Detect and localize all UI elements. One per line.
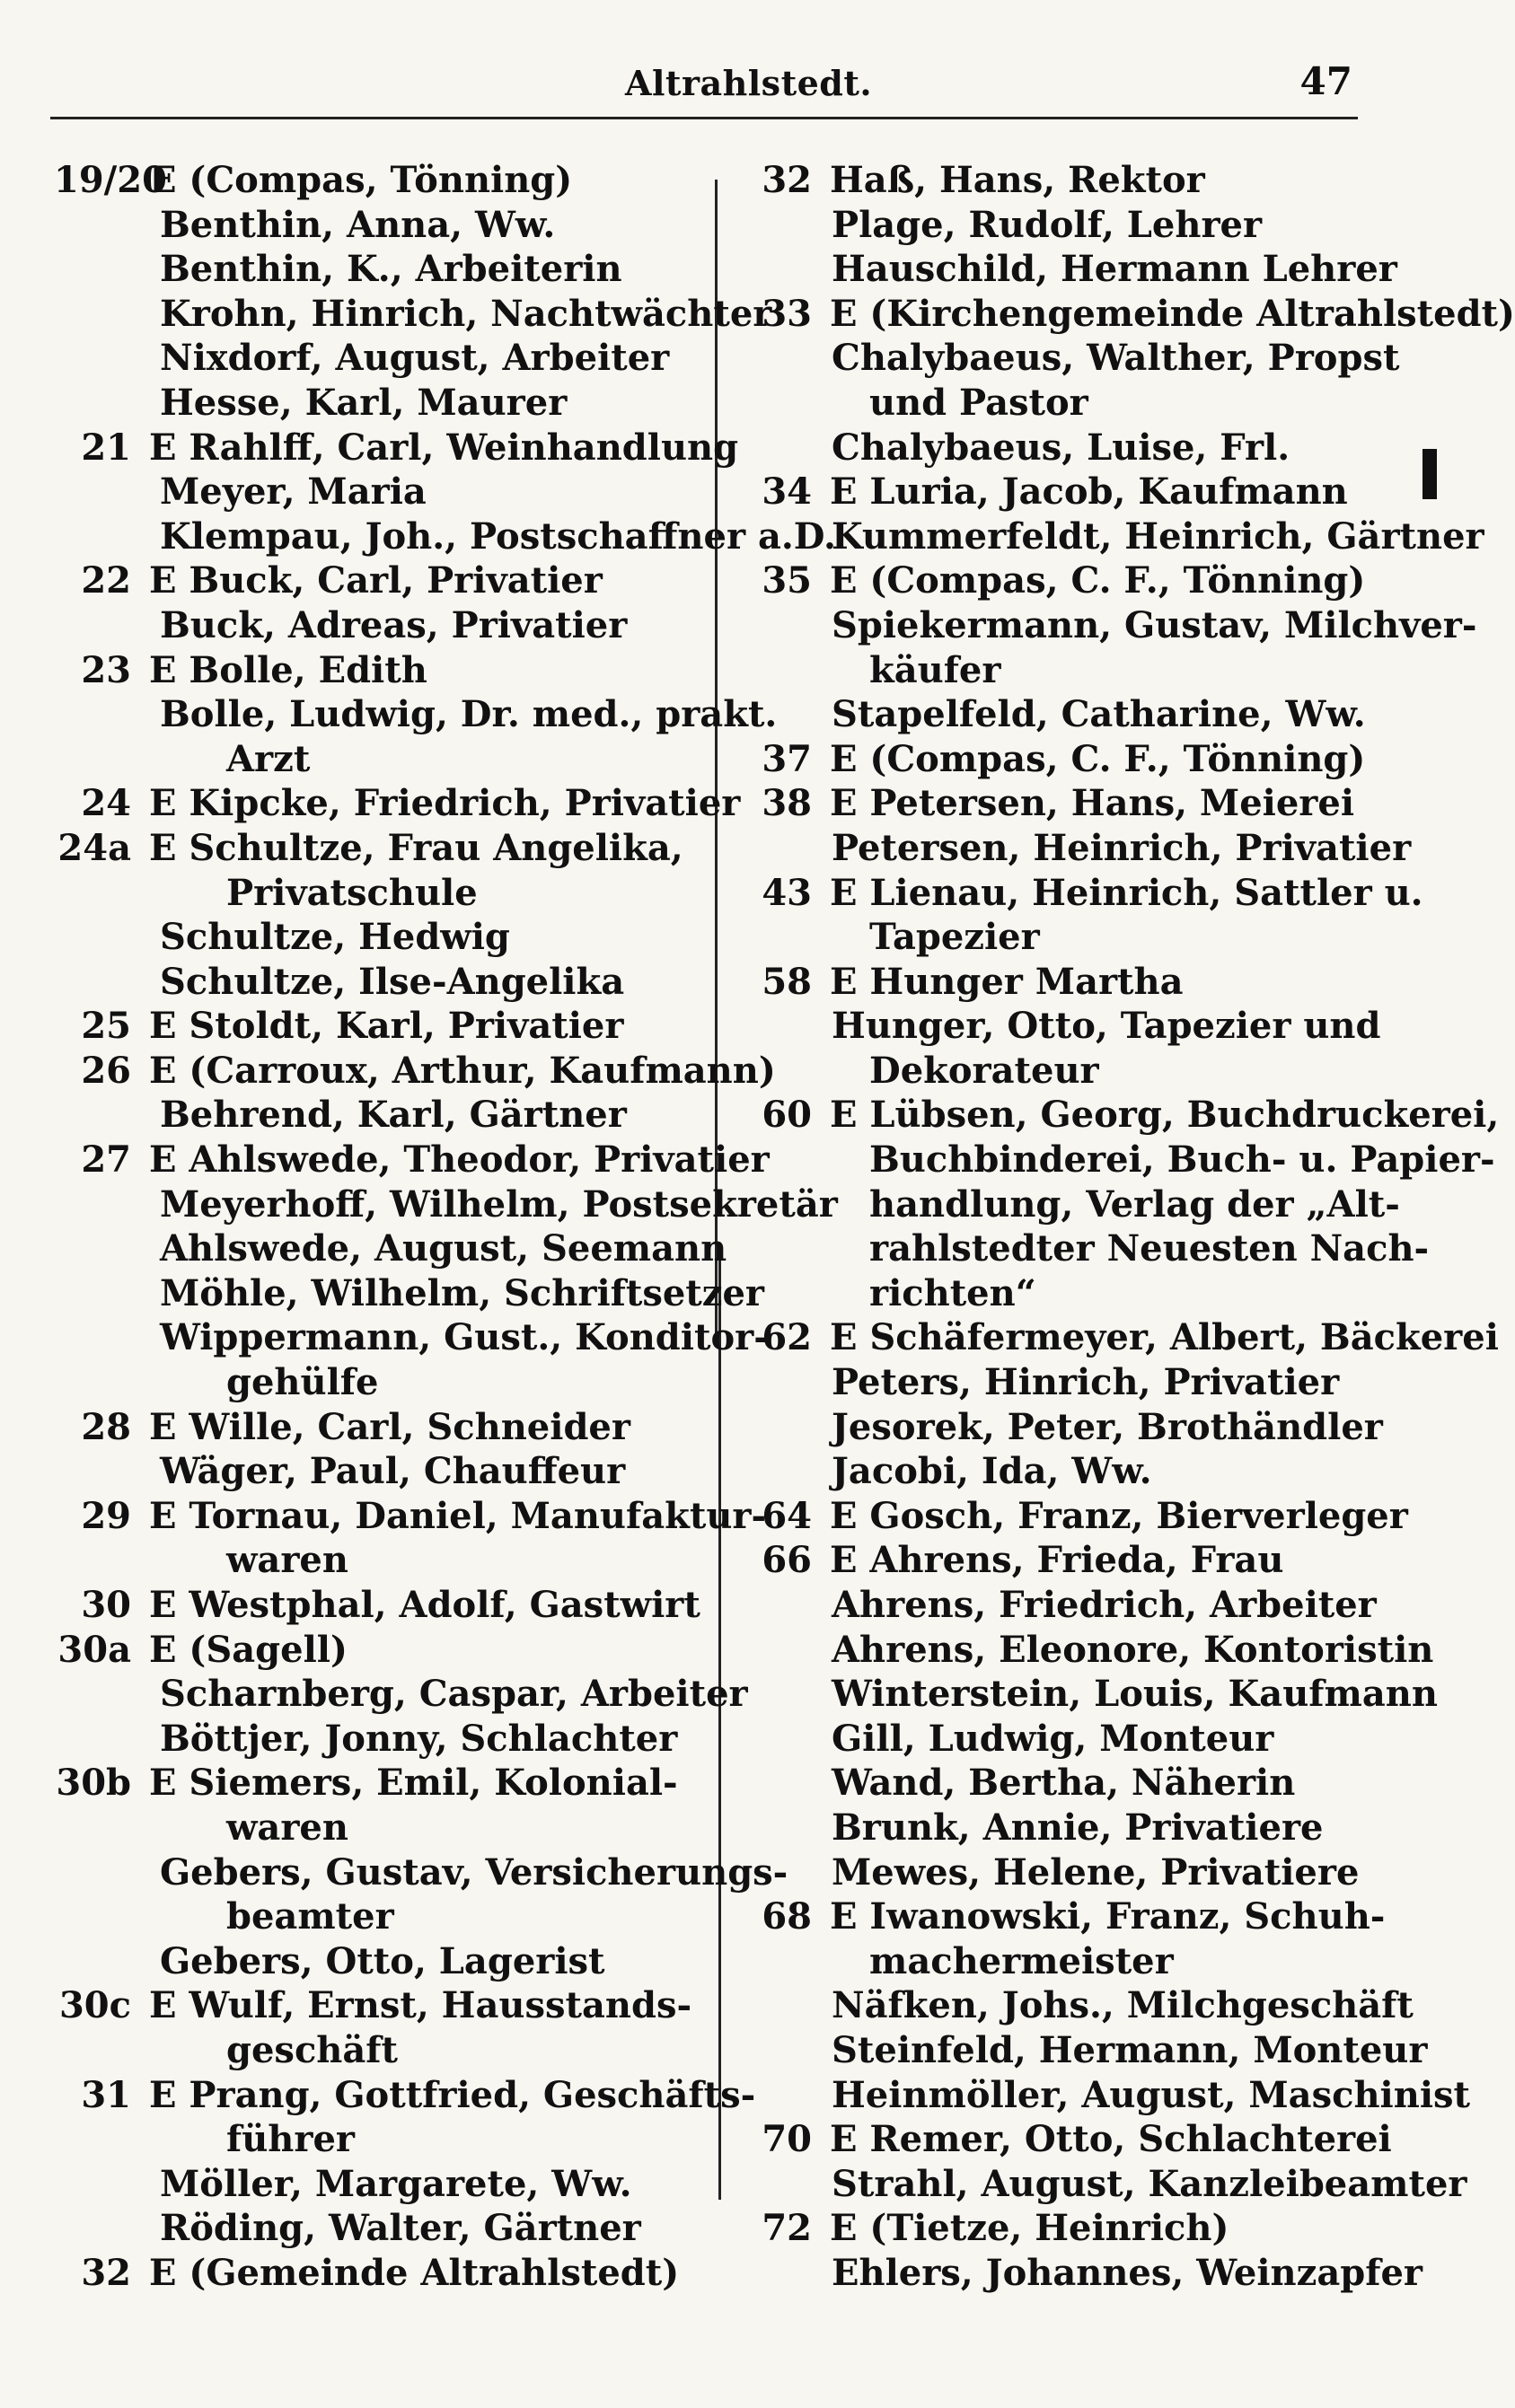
resident-text: Plage, Rudolf, Lehrer [832, 203, 1263, 246]
resident-text: Wippermann, Gust., Konditor- [160, 1316, 769, 1359]
right-column [753, 158, 1515, 2296]
directory-entry [54, 1894, 691, 1939]
directory-entry [54, 1271, 765, 1316]
directory-entry [753, 1628, 1434, 1673]
directory-entry [54, 737, 691, 782]
directory-entry [54, 1672, 748, 1717]
resident-text: Benthin, Anna, Ww. [160, 203, 556, 246]
directory-entry [54, 2117, 691, 2162]
resident-text: Schultze, Ilse-Angelika [160, 960, 625, 1003]
resident-text: Petersen, Heinrich, Privatier [832, 826, 1412, 869]
directory-entry [54, 1939, 691, 1984]
directory-entry [54, 1494, 767, 1539]
directory-entry [54, 871, 691, 916]
resident-text: Gebers, Gustav, Versicherungs- [160, 1850, 788, 1894]
house-number: 24a [57, 826, 131, 869]
house-number: 66 [762, 1539, 812, 1582]
resident-text: waren [226, 1806, 348, 1849]
house-number: 58 [762, 960, 812, 1003]
house-number: 37 [762, 737, 812, 780]
directory-entry [753, 1939, 1374, 1984]
directory-entry [54, 1182, 838, 1227]
resident-text: Ahrens, Friedrich, Arbeiter [832, 1584, 1377, 1626]
resident-text: E Hunger Martha [830, 960, 1184, 1003]
directory-entry [753, 381, 1374, 426]
resident-text: Schultze, Hedwig [160, 916, 510, 959]
resident-text: käufer [869, 648, 1001, 691]
resident-text: E (Gemeinde Altrahlstedt) [149, 2251, 680, 2294]
resident-text: E Bolle, Edith [149, 648, 427, 691]
resident-text: E Luria, Jacob, Kaufmann [830, 470, 1348, 514]
directory-entry [753, 470, 1374, 514]
resident-text: Möhle, Wilhelm, Schriftsetzer [160, 1271, 765, 1314]
resident-text: E Ahrens, Frieda, Frau [830, 1539, 1284, 1582]
directory-entry [753, 514, 1484, 559]
house-number: 35 [762, 559, 812, 602]
house-number: 23 [81, 648, 131, 691]
resident-text: Brunk, Annie, Privatiere [832, 1806, 1324, 1849]
resident-text: Gill, Ludwig, Monteur [832, 1717, 1274, 1760]
directory-entry [54, 1093, 691, 1138]
resident-text: E (Sagell) [149, 1628, 348, 1671]
resident-text: E Iwanowski, Franz, Schuh- [830, 1895, 1386, 1938]
house-number: 68 [762, 1895, 812, 1938]
directory-entry [54, 292, 772, 337]
resident-text: Buck, Adreas, Privatier [160, 603, 628, 646]
directory-entry [753, 1004, 1381, 1049]
column-divider-lower [718, 1248, 721, 2200]
house-number: 27 [81, 1138, 131, 1182]
resident-text: Krohn, Hinrich, Nachtwächter [160, 292, 772, 335]
resident-text: führer [226, 2118, 355, 2161]
directory-entry [54, 648, 691, 693]
house-number: 21 [81, 426, 131, 469]
directory-entry [753, 1138, 1495, 1182]
directory-entry [753, 1049, 1374, 1094]
directory-entry [54, 247, 691, 292]
resident-text: E Rahlff, Carl, Weinhandlung [149, 426, 739, 469]
directory-entry [753, 1761, 1374, 1806]
directory-entry [54, 960, 691, 1005]
house-number: 31 [81, 2073, 131, 2116]
house-number: 29 [81, 1494, 131, 1537]
directory-entry [753, 692, 1374, 737]
directory-entry [54, 426, 739, 470]
resident-text: Röding, Walter, Gärtner [160, 2207, 641, 2250]
resident-text: Behrend, Karl, Gärtner [160, 1094, 627, 1137]
directory-entry [54, 2028, 691, 2073]
resident-text: E Siemers, Emil, Kolonial- [149, 1762, 678, 1805]
page-header [50, 56, 1358, 119]
resident-text: Mewes, Helene, Privatiere [832, 1850, 1360, 1894]
directory-entry [54, 158, 691, 203]
directory-entry [753, 1315, 1499, 1360]
house-number: 30 [81, 1584, 131, 1626]
house-number: 25 [81, 1005, 131, 1048]
directory-entry [753, 1672, 1438, 1717]
resident-text: Privatschule [226, 871, 478, 914]
directory-entry [753, 603, 1477, 648]
resident-text: E Lübsen, Georg, Buchdruckerei, [830, 1094, 1500, 1137]
house-number: 30c [58, 1984, 131, 2027]
resident-text: Arzt [226, 737, 311, 780]
directory-entry [753, 1405, 1383, 1450]
resident-text: Klempau, Joh., Postschaffner a.D. [160, 514, 836, 558]
directory-entry [753, 203, 1374, 248]
resident-text: geschäft [226, 2028, 398, 2071]
resident-text: E (Carroux, Arthur, Kaufmann) [149, 1049, 776, 1092]
house-number: 26 [81, 1049, 131, 1092]
resident-text: Gebers, Otto, Lagerist [160, 1939, 605, 1982]
directory-entry [54, 781, 741, 826]
resident-text: E Schultze, Frau Angelika, [149, 826, 683, 869]
directory-entry [753, 1093, 1500, 1138]
resident-text: E Schäfermeyer, Albert, Bäckerei [830, 1316, 1499, 1359]
resident-text: E Wille, Carl, Schneider [149, 1405, 630, 1448]
resident-text: Steinfeld, Hermann, Monteur [832, 2028, 1428, 2071]
resident-text: Näfken, Johs., Milchgeschäft [832, 1984, 1414, 2027]
resident-text: Buchbinderei, Buch- u. Papier- [869, 1138, 1495, 1182]
directory-entry [54, 1983, 691, 2028]
resident-text: Winterstein, Louis, Kaufmann [832, 1673, 1438, 1716]
resident-text: Benthin, K., Arbeiterin [160, 248, 622, 291]
house-number: 32 [81, 2251, 131, 2294]
resident-text: Jacobi, Ida, Ww. [832, 1450, 1152, 1493]
directory-entry [54, 1628, 691, 1673]
resident-text: Hauschild, Hermann Lehrer [832, 248, 1397, 291]
resident-text: E (Compas, Tönning) [149, 159, 573, 201]
resident-text: richten“ [869, 1271, 1036, 1314]
directory-entry [753, 1271, 1374, 1316]
directory-entry [54, 1405, 691, 1450]
resident-text: Strahl, August, Kanzleibeamter [832, 2162, 1467, 2205]
resident-text: handlung, Verlag der „Alt- [869, 1182, 1400, 1226]
resident-text: E (Compas, C. F., Tönning) [830, 559, 1366, 602]
directory-entry [753, 2073, 1471, 2118]
directory-entry [54, 1226, 727, 1271]
resident-text: E (Tietze, Heinrich) [830, 2207, 1229, 2250]
directory-entry [54, 2206, 691, 2251]
directory-entry [54, 603, 691, 648]
directory-entry [54, 1717, 691, 1762]
directory-entry [753, 2251, 1423, 2296]
resident-text: Hesse, Karl, Maurer [160, 381, 568, 424]
directory-entry [753, 826, 1412, 871]
directory-entry [54, 1761, 691, 1806]
resident-text: Chalybaeus, Walther, Propst [832, 337, 1400, 380]
resident-text: E Remer, Otto, Schlachterei [830, 2118, 1392, 2161]
resident-text: E Westphal, Adolf, Gastwirt [149, 1584, 700, 1626]
resident-text: E Prang, Gottfried, Geschäfts- [149, 2073, 756, 2116]
resident-text: E Wulf, Ernst, Hausstands- [149, 1984, 692, 2027]
resident-text: E Tornau, Daniel, Manufaktur- [149, 1494, 767, 1537]
directory-entry [54, 470, 691, 514]
directory-entry [54, 1583, 700, 1628]
directory-entry [753, 558, 1374, 603]
directory-entry [753, 1850, 1374, 1895]
resident-text: Peters, Hinrich, Privatier [832, 1361, 1340, 1404]
resident-text: E Kipcke, Friedrich, Privatier [149, 782, 741, 825]
resident-text: Wäger, Paul, Chauffeur [160, 1450, 626, 1493]
resident-text: und Pastor [869, 381, 1088, 424]
directory-entry [753, 1538, 1374, 1583]
resident-text: E Petersen, Hans, Meierei [830, 782, 1355, 825]
resident-text: Bolle, Ludwig, Dr. med., prakt. [160, 693, 778, 736]
resident-text: Spiekermann, Gustav, Milchver- [832, 603, 1477, 646]
house-number: 34 [762, 470, 812, 514]
resident-text: Stapelfeld, Catharine, Ww. [832, 693, 1366, 736]
directory-entry [753, 2117, 1392, 2162]
directory-entry [54, 336, 691, 381]
resident-text: E Gosch, Franz, Bierverleger [830, 1494, 1408, 1537]
directory-entry [54, 203, 691, 248]
directory-entry [753, 1494, 1408, 1539]
directory-entry [54, 1004, 691, 1049]
house-number: 43 [762, 871, 812, 914]
house-number: 64 [762, 1494, 812, 1537]
house-number: 60 [762, 1094, 812, 1137]
resident-text: Haß, Hans, Rektor [830, 159, 1205, 201]
directory-entry [753, 2028, 1428, 2073]
directory-entry [753, 1583, 1377, 1628]
directory-entry [54, 1850, 788, 1895]
resident-text: E (Kirchengemeinde Altrahlstedt) [830, 292, 1515, 335]
directory-entry [753, 1360, 1374, 1405]
resident-text: Heinmöller, August, Maschinist [832, 2073, 1471, 2116]
directory-entry [753, 1983, 1414, 2028]
resident-text: Kummerfeldt, Heinrich, Gärtner [832, 514, 1484, 558]
directory-entry [54, 1360, 691, 1405]
house-number: 38 [762, 782, 812, 825]
directory-entry [54, 1449, 691, 1494]
directory-entry [753, 247, 1397, 292]
house-number: 33 [762, 292, 812, 335]
resident-text: Wand, Bertha, Näherin [832, 1762, 1296, 1805]
directory-entry [54, 381, 691, 426]
directory-entry [753, 960, 1374, 1005]
directory-entry [753, 2206, 1374, 2251]
resident-text: Meyer, Maria [160, 470, 427, 514]
directory-entry [54, 1049, 776, 1094]
resident-text: E Ahlswede, Theodor, Privatier [149, 1138, 770, 1182]
resident-text: Ahrens, Eleonore, Kontoristin [832, 1628, 1434, 1671]
directory-entry [54, 1138, 770, 1182]
page-edge-mark [1423, 449, 1437, 499]
resident-text: Chalybaeus, Luise, Frl. [832, 426, 1290, 469]
resident-text: Ahlswede, August, Seemann [160, 1227, 727, 1270]
resident-text: Scharnberg, Caspar, Arbeiter [160, 1673, 748, 1716]
directory-entry [54, 1315, 769, 1360]
directory-entry [753, 292, 1515, 337]
house-number: 70 [762, 2118, 812, 2161]
directory-entry [753, 1449, 1374, 1494]
house-number: 30b [56, 1762, 131, 1805]
house-number: 22 [81, 559, 131, 602]
directory-entry [54, 2251, 691, 2296]
directory-entry [753, 915, 1374, 960]
page-number: 47 [1299, 59, 1352, 103]
house-number: 72 [762, 2207, 812, 2250]
page-title: Altrahlstedt. [625, 63, 873, 103]
directory-entry [753, 1894, 1386, 1939]
directory-entry [753, 1182, 1400, 1227]
resident-text: Hunger, Otto, Tapezier und [832, 1005, 1381, 1048]
directory-entry [753, 1806, 1374, 1850]
resident-text: Nixdorf, August, Arbeiter [160, 337, 670, 380]
resident-text: waren [226, 1539, 348, 1582]
directory-entry [753, 2162, 1467, 2207]
resident-text: Dekorateur [869, 1049, 1099, 1092]
resident-text: Meyerhoff, Wilhelm, Postsekretär [160, 1182, 838, 1226]
resident-text: E (Compas, C. F., Tönning) [830, 737, 1366, 780]
resident-text: beamter [226, 1895, 394, 1938]
directory-entry [753, 871, 1423, 916]
directory-entry [753, 648, 1374, 693]
directory-entry [753, 781, 1374, 826]
directory-entry [54, 692, 778, 737]
directory-entry [54, 2073, 756, 2118]
house-number: 62 [762, 1316, 812, 1359]
directory-entry [54, 558, 691, 603]
house-number: 28 [81, 1405, 131, 1448]
resident-text: E Buck, Carl, Privatier [149, 559, 603, 602]
directory-entry [54, 514, 836, 559]
house-number: 24 [81, 782, 131, 825]
resident-text: Ehlers, Johannes, Weinzapfer [832, 2251, 1423, 2294]
directory-entry [54, 915, 691, 960]
resident-text: machermeister [869, 1939, 1174, 1982]
directory-entry [753, 737, 1374, 782]
directory-entry [54, 826, 691, 871]
resident-text: Böttjer, Jonny, Schlachter [160, 1717, 678, 1760]
resident-text: E Lienau, Heinrich, Sattler u. [830, 871, 1423, 914]
directory-entry [753, 1226, 1430, 1271]
house-number: 30a [57, 1628, 131, 1671]
house-number: 32 [762, 159, 812, 201]
resident-text: Jesorek, Peter, Brothändler [832, 1405, 1383, 1448]
resident-text: Tapezier [869, 916, 1040, 959]
resident-text: Möller, Margarete, Ww. [160, 2162, 632, 2205]
directory-entry [54, 1538, 691, 1583]
directory-entry [54, 2162, 691, 2207]
resident-text: E Stoldt, Karl, Privatier [149, 1005, 624, 1048]
directory-entry [54, 1806, 691, 1850]
directory-entry [753, 426, 1374, 470]
resident-text: gehülfe [226, 1361, 379, 1404]
resident-text: rahlstedter Neuesten Nach- [869, 1227, 1430, 1270]
house-number: 19/20 [54, 159, 167, 201]
directory-entry [753, 336, 1400, 381]
directory-entry [753, 158, 1374, 203]
directory-entry [753, 1717, 1374, 1762]
